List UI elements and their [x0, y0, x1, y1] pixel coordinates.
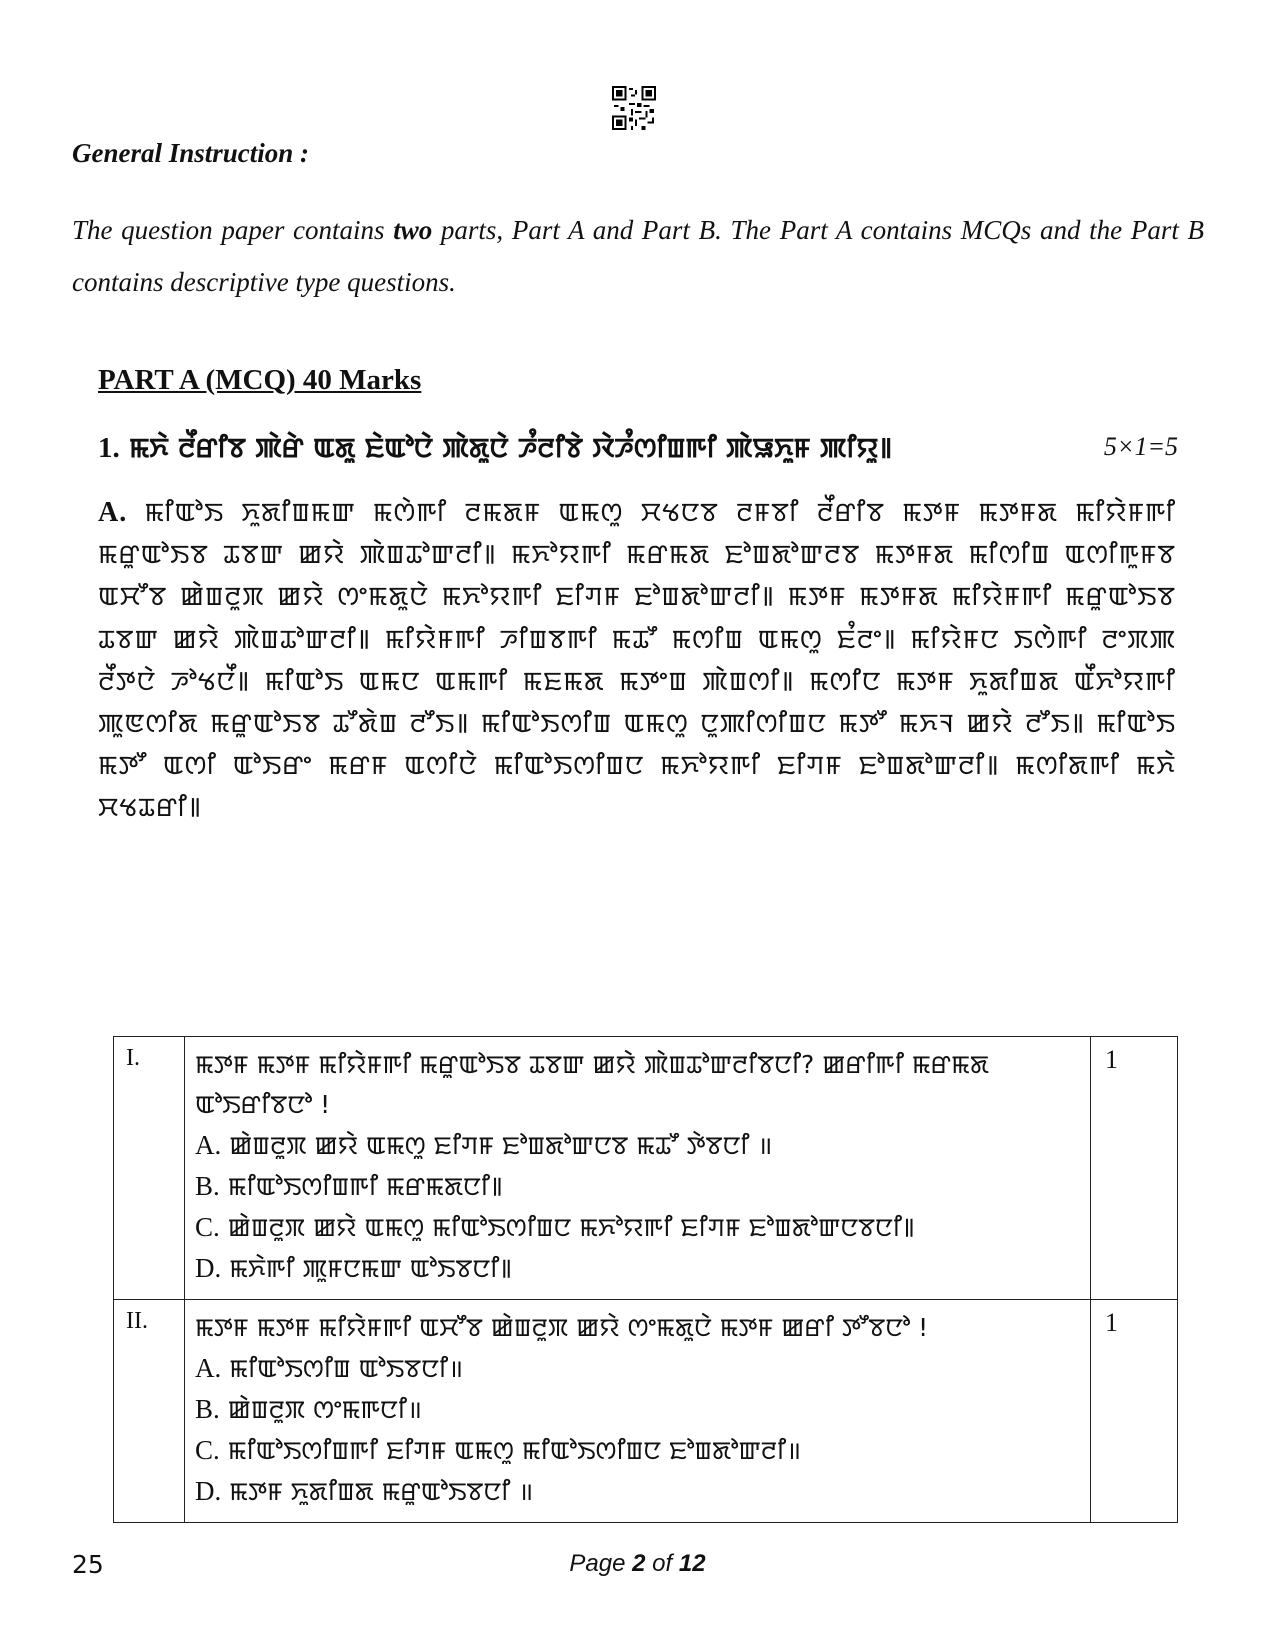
- sub-question-number: II.: [114, 1300, 185, 1523]
- option-c: [195, 1207, 1080, 1248]
- option-text: ꯀꯥꯡꯂꯨꯞ ꯀꯌꯥ ꯑꯃꯁꯨ ꯐꯤꯚꯝ ꯐꯣꯡꯗꯣꯛꯅꯕ ꯃꯊꯧ ꯇꯥꯕꯅꯤ ॥: [229, 1131, 773, 1160]
- passage-text: ꯃꯤꯑꯣꯏ ꯈꯨꯗꯤꯡꯃꯛ ꯃꯁꯥꯒꯤ ꯂꯃꯗꯝ ꯑꯃꯁꯨ ꯆꯠꯅꯕ ꯂꯝꯕꯤ ꯂꯩꯔꯤꯕ ꯃꯇꯝ ꯃꯇꯝꯗ ꯃꯤꯌꯥꯝꯒꯤ ꯃꯔꯨꯑꯣꯏꯕ ꯊꯕꯛ ꯀꯌꯥ ꯄꯥꯡꯊꯣꯛꯂꯤ꯫ ꯃꯈꯣꯌꯒꯤ ꯃꯔꯃꯗ ꯐꯣꯡꯗꯣꯛꯂꯕ ꯃꯇꯝꯗ ꯃꯤꯁꯤꯡ ꯑꯁꯤꯒꯨꯝꯕ ꯑꯆꯧꯕ ꯀꯥꯡꯂꯨꯞ ꯀꯌꯥ ꯁꯦꯃꯗꯨꯅꯥ ꯃꯈꯣꯌꯒꯤ ꯐꯤꯚꯝ ꯐꯣꯡꯗꯣꯛꯂꯤ꯫ ꯃꯇꯝ ꯃꯇꯝꯗ ꯃꯤꯌꯥꯝꯒꯤ ꯃꯔꯨꯑꯣꯏꯕ ꯊꯕꯛ ꯀꯌꯥ ꯄꯥꯡꯊꯣꯛꯂꯤ꯫ ꯃꯤꯌꯥꯝꯒꯤ ꯍꯤꯡꯕꯒꯤ ꯃꯊꯧ ꯃꯁꯤꯡ ꯑꯃꯁꯨ ꯐꯪꯂꯦ꯫ ꯃꯤꯌꯥꯝꯅ ꯏꯁꯥꯒꯤ ꯂꯦꯞꯄ ꯂꯩꯇꯅꯥ ꯍꯣꯠꯅꯩ꯫ ꯃꯤꯑꯣꯏ ꯑꯃꯅ ꯑꯃꯒꯤ ꯃꯐꯃꯗ ꯃꯇꯦꯡ ꯄꯥꯡꯁꯤ꯫ ꯃꯁꯤꯅ ꯃꯇꯝ ꯈꯨꯗꯤꯡꯗ ꯑꯩꯈꯣꯌꯒꯤ ꯄꯨꯟꯁꯤꯗ ꯃꯔꯨꯑꯣꯏꯕ ꯊꯧꯗꯥꯡ ꯂꯧꯏ꯫ ꯃꯤꯑꯣꯏꯁꯤꯡ ꯑꯃꯁꯨ ꯅꯨꯄꯤꯁꯤꯡꯅ ꯃꯇꯧ ꯃꯈꯜ ꯀꯌꯥ ꯂꯧꯏ꯫ ꯃꯤꯑꯣꯏ ꯃꯇꯧ ꯑꯁꯤ ꯑꯣꯏꯔꯦ ꯃꯔꯝ ꯑꯁꯤꯅꯥ ꯃꯤꯑꯣꯏꯁꯤꯡꯅ ꯃꯈꯣꯌꯒꯤ ꯐꯤꯚꯝ ꯐꯣꯡꯗꯣꯛꯂꯤ꯫ ꯃꯁꯤꯗꯒꯤ ꯃꯈꯥ ꯆꯠꯊꯔꯤ꯫: [98, 498, 1177, 824]
- part-a-heading: PART A (MCQ) 40 Marks: [98, 364, 422, 396]
- option-d: [195, 1248, 1080, 1289]
- sub-question-stem: ꯃꯇꯝ ꯃꯇꯝ ꯃꯤꯌꯥꯝꯒꯤ ꯑꯆꯧꯕ ꯀꯥꯡꯂꯨꯞ ꯀꯌꯥ ꯁꯦꯃꯗꯨꯅꯥ ꯃꯇꯝ ꯀꯔꯤ ꯇꯧꯕꯅꯣ !: [195, 1313, 929, 1342]
- qr-code-icon: [612, 86, 656, 130]
- instruction-bold-word: two: [393, 215, 433, 245]
- page-prefix: Page: [569, 1550, 633, 1577]
- option-letter: A.: [195, 1353, 222, 1383]
- option-letter: B.: [195, 1394, 220, 1424]
- mcq-table: [113, 1036, 1178, 1523]
- question-text: ꯃꯈꯥ ꯂꯩꯔꯤꯕ ꯄꯥꯔꯥ ꯑꯗꯨ ꯐꯥꯑꯣꯅꯥ ꯄꯥꯗꯨꯅꯥ ꯍꯪꯂꯤꯕꯥ ꯋꯥꯍꯪꯁꯤꯡꯒꯤ ꯄꯥꯎꯈꯨꯝ ꯄꯤꯌꯨ꯫: [129, 433, 893, 464]
- option-text: ꯃꯤꯑꯣꯏꯁꯤꯡꯒꯤ ꯃꯔꯃꯗꯅꯤ꯫: [227, 1172, 503, 1201]
- table-row: [114, 1037, 1178, 1300]
- option-text: ꯃꯈꯥꯒꯤ ꯄꯨꯝꯅꯃꯛ ꯑꯣꯏꯕꯅꯤ꯫: [229, 1254, 512, 1283]
- page-total: 12: [678, 1550, 706, 1577]
- general-instruction-heading: General Instruction :: [72, 138, 310, 168]
- reading-passage: [98, 492, 1176, 830]
- option-text: ꯀꯥꯡꯂꯨꯞ ꯁꯦꯃꯒꯅꯤ॥: [227, 1395, 422, 1424]
- option-letter: A.: [195, 1130, 222, 1160]
- instruction-text-start: The question paper contains: [72, 215, 394, 245]
- page-of: of: [645, 1550, 679, 1577]
- sub-question-mark: 1: [1091, 1037, 1178, 1300]
- option-text: ꯀꯥꯡꯂꯨꯞ ꯀꯌꯥ ꯑꯃꯁꯨ ꯃꯤꯑꯣꯏꯁꯤꯡꯅ ꯃꯈꯣꯌꯒꯤ ꯐꯤꯚꯝ ꯐꯣꯡꯗꯣꯛꯅꯕꯅꯤ꯫: [227, 1213, 915, 1242]
- sub-question-stem: ꯃꯇꯝ ꯃꯇꯝ ꯃꯤꯌꯥꯝꯒꯤ ꯃꯔꯨꯑꯣꯏꯕ ꯊꯕꯛ ꯀꯌꯥ ꯄꯥꯡꯊꯣꯛꯂꯤꯕꯅꯤ? ꯀꯔꯤꯒꯤ ꯃꯔꯃꯗ ꯑꯣꯏꯔꯤꯕꯅꯣ !: [195, 1050, 989, 1119]
- option-d: [195, 1471, 1080, 1512]
- option-text: ꯃꯤꯑꯣꯏꯁꯤꯡꯒꯤ ꯐꯤꯚꯝ ꯑꯃꯁꯨ ꯃꯤꯑꯣꯏꯁꯤꯡꯅ ꯐꯣꯡꯗꯣꯛꯂꯤ॥: [227, 1436, 802, 1465]
- table-row: [114, 1300, 1178, 1523]
- option-letter: D.: [195, 1476, 222, 1506]
- option-letter: B.: [195, 1171, 220, 1201]
- sub-question-mark: 1: [1091, 1300, 1178, 1523]
- question-marks: 5×1=5: [1103, 432, 1178, 461]
- option-b: [195, 1389, 1080, 1430]
- paper-code: 25: [72, 1550, 104, 1579]
- page-number: [0, 1550, 1275, 1578]
- option-a: [195, 1125, 1080, 1166]
- sub-question-body: [185, 1300, 1091, 1523]
- option-b: [195, 1166, 1080, 1207]
- option-letter: C.: [195, 1212, 220, 1242]
- sub-question-body: [185, 1037, 1091, 1300]
- instruction-text-end: parts, Part A and Part B. The Part A contains MCQs and the Part B contains descriptive type questions.: [72, 215, 1204, 297]
- option-a: [195, 1348, 1080, 1389]
- sub-question-number: I.: [114, 1037, 185, 1300]
- option-letter: D.: [195, 1253, 222, 1283]
- option-c: [195, 1430, 1080, 1471]
- option-letter: C.: [195, 1435, 220, 1465]
- option-text: ꯃꯇꯝ ꯈꯨꯗꯤꯡꯗ ꯃꯔꯨꯑꯣꯏꯕꯅꯤ ॥: [229, 1477, 534, 1506]
- general-instruction-text: [72, 204, 1204, 308]
- question-1: [98, 428, 1178, 466]
- page-current: 2: [632, 1550, 646, 1577]
- passage-label: A.: [98, 497, 128, 528]
- option-text: ꯃꯤꯑꯣꯏꯁꯤꯡ ꯑꯣꯏꯕꯅꯤ॥: [229, 1354, 464, 1383]
- question-number: 1.: [98, 432, 120, 464]
